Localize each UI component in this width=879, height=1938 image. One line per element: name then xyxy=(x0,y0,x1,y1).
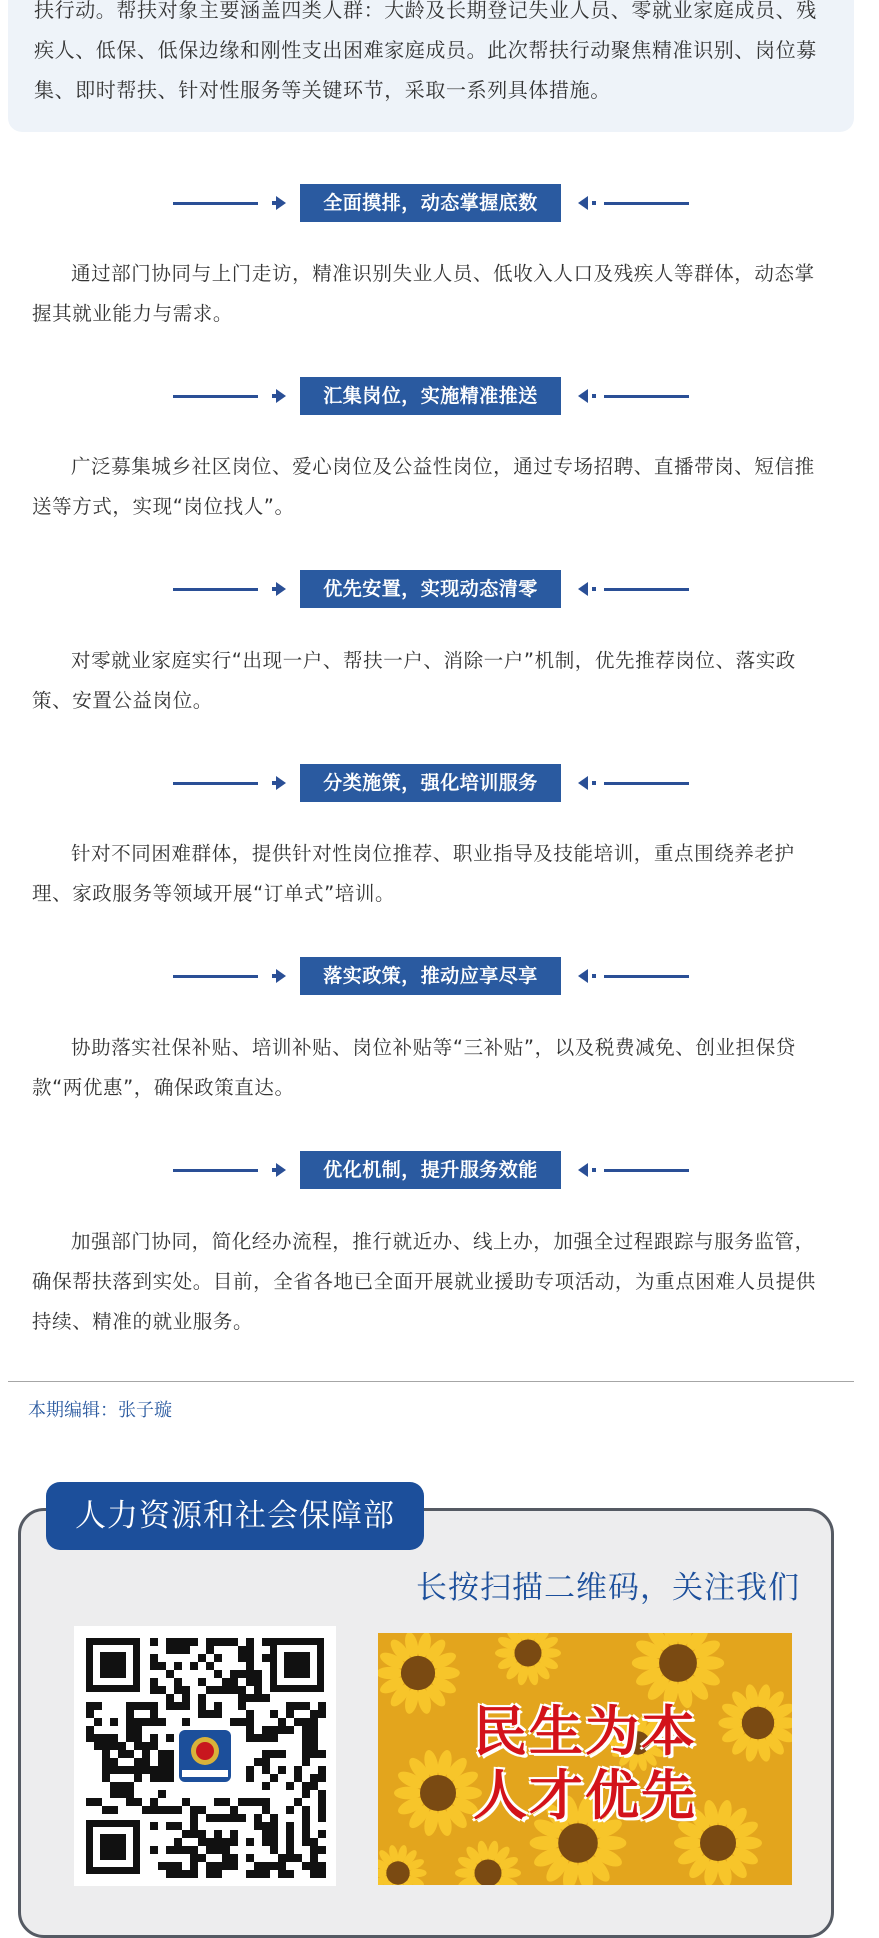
section-heading: 分类施策，强化培训服务 xyxy=(300,764,561,802)
qr-code[interactable] xyxy=(74,1626,336,1886)
heading-arrow-left-icon xyxy=(578,582,588,596)
editor-credit: 本期编辑：张子璇 xyxy=(28,1400,172,1421)
heading-dot-right xyxy=(592,587,596,591)
heading-dot-right xyxy=(592,201,596,205)
section-body: 通过部门协同与上门走访，精准识别失业人员、低收入人口及残疾人等群体，动态掌握其就业能力与需求。 xyxy=(32,262,815,325)
section-2 xyxy=(0,377,879,417)
section-heading-row xyxy=(0,957,879,997)
section-body: 针对不同困难群体，提供针对性岗位推荐、职业指导及技能培训，重点围绕养老护理、家政服务等领域开展“订单式”培训。 xyxy=(32,842,795,905)
heading-arrow-left-icon xyxy=(578,969,588,983)
heading-arrow-right-icon xyxy=(276,776,286,790)
heading-line-right xyxy=(604,1169,689,1172)
section-heading-row xyxy=(0,570,879,610)
heading-line-right xyxy=(604,202,689,205)
heading-line-left xyxy=(173,395,258,398)
heading-line-right xyxy=(604,395,689,398)
section-heading: 全面摸排，动态掌握底数 xyxy=(300,184,561,222)
intro-paragraph: 扶行动。帮扶对象主要涵盖四类人群：大龄及长期登记失业人员、零就业家庭成员、残疾人、低保、低保边缘和刚性支出困难家庭成员。此次帮扶行动聚焦精准识别、岗位募集、即时帮扶、针对性服务等关键环节，采取一系列具体措施。 xyxy=(34,0,817,102)
follow-cta: 长按扫描二维码，关注我们 xyxy=(416,1570,800,1606)
heading-line-left xyxy=(173,975,258,978)
heading-line-right xyxy=(604,782,689,785)
heading-line-left xyxy=(173,782,258,785)
heading-arrow-left-icon xyxy=(578,389,588,403)
heading-arrow-right-icon xyxy=(276,196,286,210)
section-heading: 落实政策，推动应享尽享 xyxy=(300,957,561,995)
divider xyxy=(8,1381,854,1382)
section-body: 广泛募集城乡社区岗位、爱心岗位及公益性岗位，通过专场招聘、直播带岗、短信推送等方式，实现“岗位找人”。 xyxy=(32,455,815,518)
qr-code-image xyxy=(74,1626,336,1886)
section-5 xyxy=(0,957,879,997)
section-body: 对零就业家庭实行“出现一户、帮扶一户、消除一户”机制，优先推荐岗位、落实政策、安置公益岗位。 xyxy=(32,649,796,712)
heading-dot-right xyxy=(592,394,596,398)
heading-arrow-left-icon xyxy=(578,196,588,210)
heading-dot-right xyxy=(592,974,596,978)
section-1 xyxy=(0,184,879,224)
section-body: 加强部门协同，简化经办流程，推行就近办、线上办，加强全过程跟踪与服务监管，确保帮扶落到实处。目前，全省各地已全面开展就业援助专项活动，为重点困难人员提供持续、精准的就业服务。 xyxy=(32,1230,816,1333)
heading-line-right xyxy=(604,975,689,978)
section-body: 协助落实社保补贴、培训补贴、岗位补贴等“三补贴”，以及税费减免、创业担保贷款“两优惠”，确保政策直达。 xyxy=(32,1036,796,1099)
section-4 xyxy=(0,764,879,804)
heading-line-left xyxy=(173,588,258,591)
section-heading: 汇集岗位，实施精准推送 xyxy=(300,377,561,415)
section-heading: 优先安置，实现动态清零 xyxy=(300,570,561,608)
heading-line-left xyxy=(173,202,258,205)
section-heading: 优化机制，提升服务效能 xyxy=(300,1151,561,1189)
heading-line-right xyxy=(604,588,689,591)
heading-arrow-right-icon xyxy=(276,582,286,596)
heading-dot-right xyxy=(592,1168,596,1172)
promo-line-1: 民生为本 xyxy=(473,1699,697,1763)
heading-dot-right xyxy=(592,781,596,785)
heading-arrow-right-icon xyxy=(276,969,286,983)
section-heading-row xyxy=(0,184,879,224)
heading-arrow-right-icon xyxy=(276,389,286,403)
promo-image xyxy=(378,1633,792,1885)
section-heading-row xyxy=(0,1151,879,1191)
heading-arrow-left-icon xyxy=(578,776,588,790)
heading-arrow-left-icon xyxy=(578,1163,588,1177)
promo-line-2: 人才优先 xyxy=(473,1763,697,1827)
section-3 xyxy=(0,570,879,610)
section-heading-row xyxy=(0,764,879,804)
section-heading-row xyxy=(0,377,879,417)
heading-arrow-right-icon xyxy=(276,1163,286,1177)
heading-line-left xyxy=(173,1169,258,1172)
section-6 xyxy=(0,1151,879,1191)
card-title: 人力资源和社会保障部 xyxy=(46,1482,424,1550)
